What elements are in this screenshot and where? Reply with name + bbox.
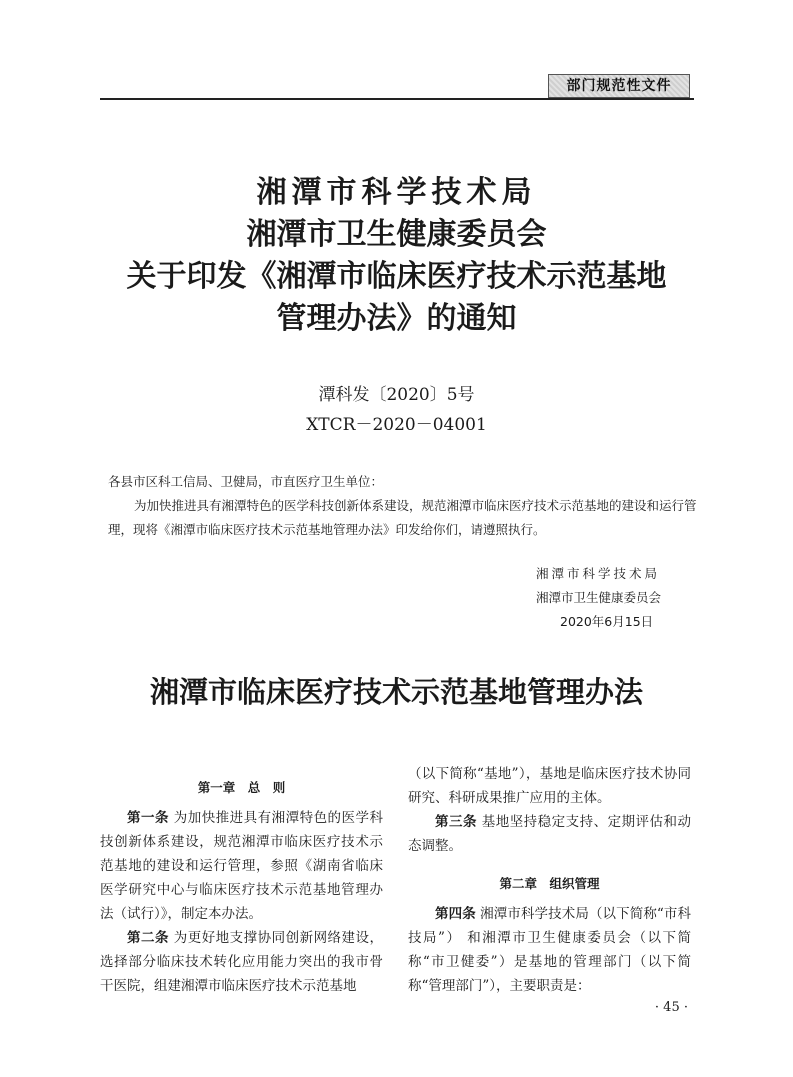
article-2-label: 第二条 xyxy=(127,930,169,946)
signoff-block xyxy=(500,562,700,634)
signoff-date: 2020年6月15日 xyxy=(560,614,654,629)
article-4-label: 第四条 xyxy=(435,906,476,922)
title-line-2: 湘潭市卫生健康委员会 xyxy=(246,217,547,252)
right-column xyxy=(408,762,691,998)
document-code: XTCR－2020－04001 xyxy=(306,415,487,435)
page-number: · 45 · xyxy=(654,1000,688,1015)
article-1-text: 为加快推进具有湘潭特色的医学科技创新体系建设，规范湘潭市临床医疗技术示范基地的建设和运行管理，参照《湖南省临床医学研究中心与临床医疗技术示范基地管理办法（试行）》，制定本办法。 xyxy=(100,810,383,922)
article-2 xyxy=(100,926,383,998)
article-1-label: 第一条 xyxy=(127,810,169,826)
notice-body xyxy=(108,470,698,542)
signoff-org-2: 湘潭市卫生健康委员会 xyxy=(536,590,662,605)
chapter-heading-2: 第二章 组织管理 xyxy=(499,876,600,891)
left-column xyxy=(100,760,383,998)
article-2-continuation: （以下简称“基地”），基地是临床医疗技术协同研究、科研成果推广应用的主体。 xyxy=(408,766,691,806)
header-divider xyxy=(100,98,694,100)
signoff-org-1: 湘潭市科学技术局 xyxy=(536,566,661,581)
article-4 xyxy=(408,902,691,998)
document-category-tag: 部门规范性文件 xyxy=(548,74,690,98)
chapter-heading-1: 第一章 总 则 xyxy=(197,780,286,795)
notice-title xyxy=(80,172,713,340)
article-2-text: 为更好地支撑协同创新网络建设，选择部分临床技术转化应用能力突出的我市骨干医院，组建湘潭市临床医疗技术示范基地 xyxy=(100,930,383,994)
article-1 xyxy=(100,806,383,926)
title-line-3: 关于印发《湘潭市临床医疗技术示范基地 xyxy=(126,259,667,294)
document-number-block xyxy=(80,380,713,440)
article-3-text: 基地坚持稳定支持、定期评估和动态调整。 xyxy=(408,814,691,854)
article-3 xyxy=(408,810,691,858)
notice-recipients: 各县市区科工信局、卫健局，市直医疗卫生单位： xyxy=(108,474,384,489)
article-4-text: 湘潭市科学技术局（以下简称“市科技局”） 和湘潭市卫生健康委员会（以下简称“市卫健委”）是基地的管理部门（以下简称“管理部门”），主要职责是： xyxy=(408,906,692,994)
title-line-4: 管理办法》的通知 xyxy=(276,301,517,336)
notice-paragraph: 为加快推进具有湘潭特色的医学科技创新体系建设，规范湘潭市临床医疗技术示范基地的建设和运行管理，现将《湘潭市临床医疗技术示范基地管理办法》印发给你们，请遵照执行。 xyxy=(108,498,697,537)
document-number: 潭科发〔2020〕5号 xyxy=(318,385,475,405)
title-line-1: 湘潭市科学技术局 xyxy=(256,175,537,210)
regulation-title: 湘潭市临床医疗技术示范基地管理办法 xyxy=(149,675,643,709)
article-3-label: 第三条 xyxy=(435,814,477,830)
